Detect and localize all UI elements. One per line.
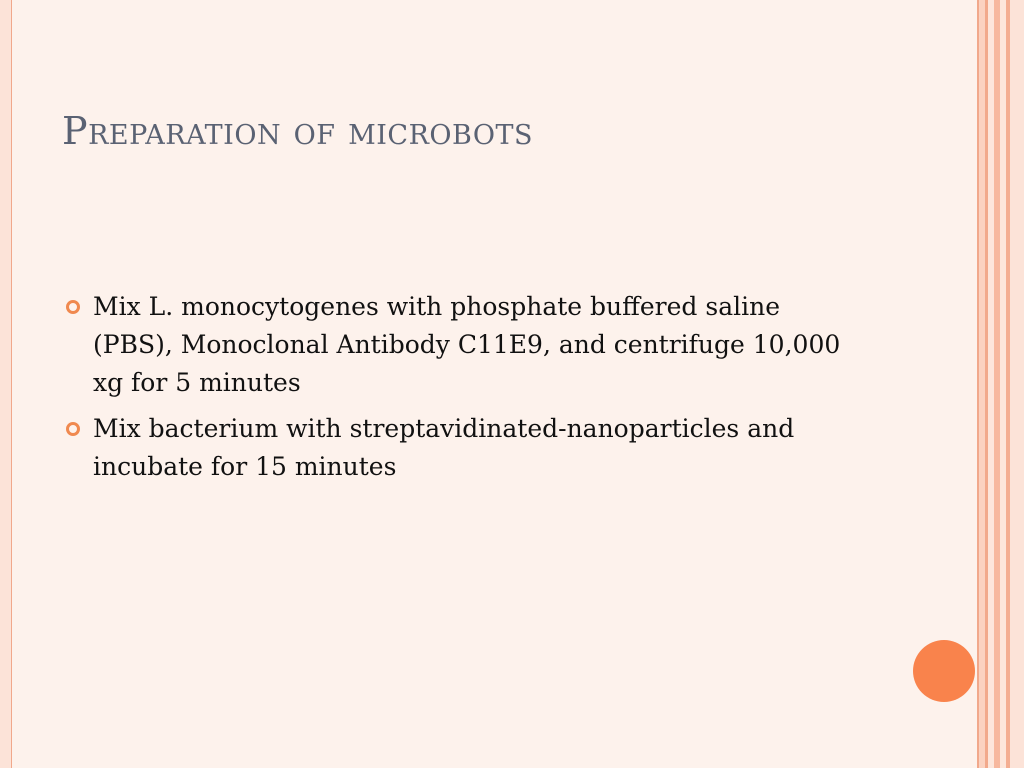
decorative-stripe — [1010, 0, 1024, 768]
bullet-text: Mix L. monocytogenes with phosphate buffered saline (PBS), Monoclonal Antibody C11E9, and centrifuge 10,000 xg for 5 minutes — [93, 292, 841, 397]
orange-circle-decoration — [913, 640, 975, 702]
bullet-circle-icon — [66, 300, 80, 314]
bullet-list — [66, 288, 846, 494]
bullet-circle-icon — [66, 422, 80, 436]
bullet-item — [66, 410, 846, 486]
bullet-item — [66, 288, 846, 402]
bullet-text: Mix bacterium with streptavidinated-nanoparticles and incubate for 15 minutes — [93, 414, 795, 481]
slide-title: Preparation of microbots — [62, 109, 534, 153]
